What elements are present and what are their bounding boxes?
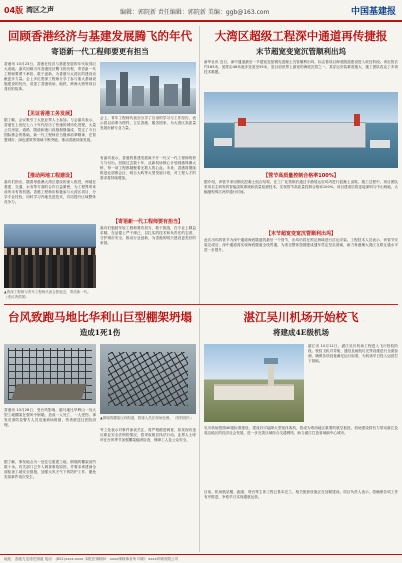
article4-airport-photo bbox=[204, 344, 304, 422]
page-footer: 地址：香港九龙湾宏照道 电话：(852)xxxx-xxxx 本报法律顾问：xxxx律师事务所 印刷：xxxx印刷有限公司 bbox=[0, 554, 402, 563]
article4-subtitle: 将建成4E级机场 bbox=[273, 328, 329, 337]
article4-body-2: 目前，机场航站楼、跑道、塔台等主体工程已基本完工，相关配套设施正在加紧建设。项目负责人表示，将确保各项工作有序推进，争取早日实现通航运营。 bbox=[204, 490, 398, 499]
article1-body-4: 有嘉宾表示，香港的基建发展离不开一代又一代工程师的努力与付出。回顾过去数十年，从新机场核心计划到港珠澳大桥，每一项工程都凝聚着无数人的心血。未来，香港将继续推进北部都会区、明日大屿等大型发展计划，对工程人才的需求将持续增加。 bbox=[100, 156, 196, 180]
article1-body-3: 会上，青年工程师代表亦分享了自身的学习与工作经历，表示将以前辈为榜样，立足香港、服务国家，为大湾区高质量发展贡献专业力量。 bbox=[100, 116, 196, 130]
article1-lead: 香港讯 10月23日，香港在经济与基建发展的年代取得巨大成就。嘉宾回顾当年香港经济腾飞的历程，寄语新一代工程师要勇于承担、敢于创新，为香港与大湾区的建设贡献更多力量。会上多位资深工程师分享了参与重大基础设施建设的经历，讲述了香港机场、地铁、跨海大桥等项目背后的故事。 bbox=[4, 62, 96, 91]
article4-title: 湛江吴川机场开始校飞 bbox=[243, 310, 359, 324]
article1-body-2: 嘉宾们指出，随着粤港澳大湾区建设的深入推进，两地在基建、交通、水务等方面的合作日益紧密，为工程界带来前所未有的机遇。香港工程师应积极参与大湾区项目，分享专业经验，同时学习内地先进技术，共同提升区域整体竞争力。 bbox=[4, 180, 96, 204]
article2-body-1: 据介绍，该管节采用钢壳混凝土组合结构，在工厂化预制后通过半潜驳运至坞内进行混凝土浇筑。施工过程中，项目团队采用自主研发的智能浇筑系统和质量检测技术，实现管节高质量控制合格率100%。项目建成后将连接深圳与中山两地，大幅缩短珠江两岸通行时间。 bbox=[204, 180, 398, 194]
article1-subhead-2: 【推动两地工程建设】 bbox=[24, 173, 75, 179]
article1-photo-caption: ▲资深工程师与青年工程师代表合影留念，寄语新一代。（受访者供图） bbox=[4, 290, 91, 299]
article2-subhead-2: 【末节超宽变宽沉管顺利出坞】 bbox=[265, 231, 336, 237]
article2-lead: 新华社讯 近日，深中通道最后一节超宽变宽钢壳混凝土沉管顺利出坞，标志着项目海底隧道建设进入收官阶段。该沉管长约165米，宽度由46米逐步变宽至55米，是目前世界上最宽的海底沉管之一，其浮运安装难度极大，施工团队攻克了多项技术难题。 bbox=[204, 60, 398, 74]
article3-title: 台风致跑马地比华利山巨型棚架坍塌 bbox=[8, 310, 192, 324]
article2-title: 大湾区超级工程深中通道再传捷报 bbox=[214, 29, 388, 43]
article4-body-1: 吴川机场按照4E级标准建设，建成后可起降大型宽体客机，将成为粤西地区重要的航空枢纽。机场建设将有力带动湛江及周边地区的经济社会发展，进一步完善区域综合交通网络，助力湛江打造省域副中心城市。 bbox=[204, 426, 398, 435]
article2-immersed-tube-photo bbox=[204, 92, 398, 168]
article1-group-photo bbox=[4, 224, 96, 288]
article3-collapse-photo bbox=[100, 344, 196, 414]
article3-lead: 香港讯 10月28日，受台风影响，跑马地比华利山一处大型工地棚架在强风中倒塌，造成一人死亡、一人受伤。事发后消防及警方人员迅速到场救援，伤者被送往医院治理。 bbox=[4, 408, 96, 427]
page-number: 04版 bbox=[4, 6, 24, 15]
article4-lead: 湛江讯 10月11日，湛江吴川机场工程进入飞行校验阶段。校验飞机对导航、通信及助航灯光等设施进行全面检测，确保各项设备满足运行标准，为机场早日投入运营打下基础。 bbox=[308, 344, 398, 363]
article1-city-photo bbox=[100, 62, 196, 114]
horizontal-divider bbox=[4, 304, 398, 305]
article2-subhead-1: 【管节高质量控制合格率100%】 bbox=[263, 173, 339, 179]
article1-subhead-1: 【见证香港工务发展】 bbox=[24, 111, 75, 117]
editor-line: 编辑：郭院新 责任编辑：郭院新 美编：ggb@163.com bbox=[120, 9, 270, 16]
article3-body-1: 据了解，事发地点为一处住宅重建工地，倒塌的棚架高约数十米。有关部门已介入调查事故原因，并要求承建商全面检查工地安全措施，加强大风天气下的防护工作，避免类似事件再次发生。 bbox=[4, 460, 96, 479]
column-divider bbox=[199, 26, 200, 304]
section-name: 湾区之声 bbox=[26, 6, 54, 14]
article2-body-2: 此次出坞的管节为深中通道海底隧道的最后一个管节，出坞后将在预定海域进行浮运安装。工程技术人员表示，该管节安装完成后，深中通道将实现海底隧道全线贯通，为项目整体按期建成通车奠定坚实基础，助力粤港澳大湾区互联互通水平进一步提升。 bbox=[204, 238, 398, 252]
article1-body-1: 据了解，会议吸引了大批业界人士参加。与会嘉宾表示，香港在上世纪七八十年代经历了快速的城市化进程，大量公共房屋、道路、隧道和港口设施相继落成，奠定了今日国际都会的基础。新一代工程师应当继承前辈精神，在智慧城市、绿色建筑等领域不断突破，推动香港持续发展。 bbox=[4, 118, 96, 142]
column-divider-bottom bbox=[199, 308, 200, 552]
article3-subtitle: 造成1死1伤 bbox=[79, 328, 121, 337]
article2-subtitle: 末节超宽变宽沉管顺利出坞 bbox=[256, 47, 346, 56]
masthead-logo: 中国基建报 bbox=[350, 7, 396, 17]
page-header bbox=[0, 0, 402, 22]
article3-photo-caption: ▲倒塌的棚架压向街道，救援人员在现场处理。（资料图片） bbox=[100, 416, 194, 420]
article1-subhead-3: 【寄语新一代工程师要有担当】 bbox=[112, 219, 183, 225]
article1-body-5: 嘉宾们勉励年轻工程师要有担当、敢于挑战，在专业上精益求精，在品德上严于律己，以扎实的技术和负责任的态度，守护城市安全，推动行业创新，为香港的明天建设更美好的家园。 bbox=[100, 226, 196, 245]
article1-title: 回顾香港经济与基建发展腾飞的年代 bbox=[8, 29, 192, 43]
article3-body-2: 劳工处表示对事件深表关注，将严格跟进调查，如发现有违反职业安全法例的情况，将采取相应执法行动。业界人士呼吁在台风季节加强棚架稳固检查，保障工人及公众安全。 bbox=[100, 428, 196, 442]
article3-scaffold-photo bbox=[4, 344, 96, 404]
article1-subtitle: 寄语新一代工程师要更有担当 bbox=[51, 47, 149, 56]
